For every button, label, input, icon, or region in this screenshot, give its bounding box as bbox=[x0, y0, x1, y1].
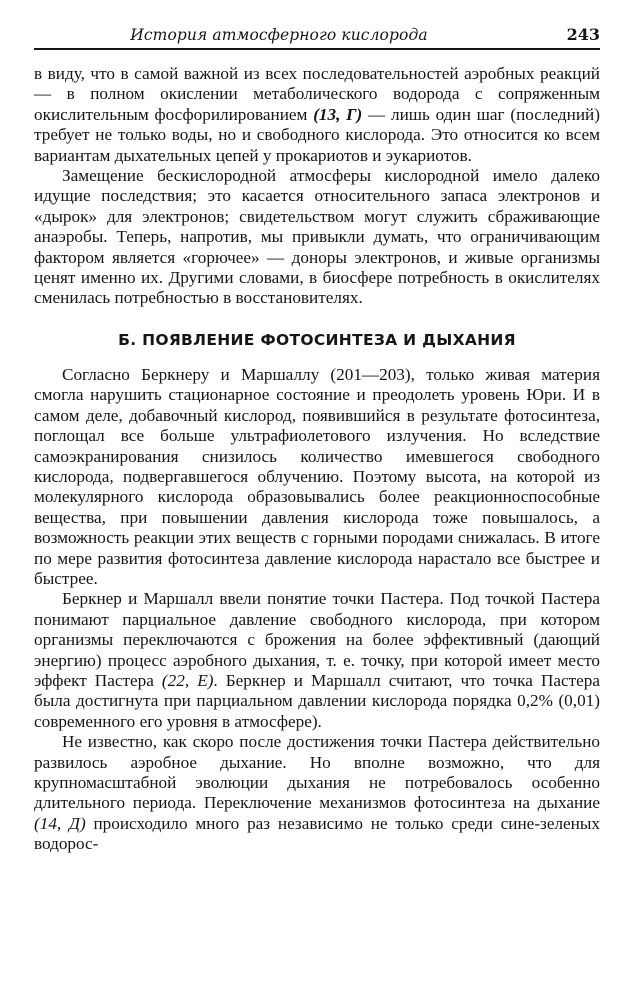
running-header bbox=[34, 24, 600, 50]
paragraph-3: Согласно Беркнеру и Маршаллу (201—203), только живая материя смогла нарушить стационарное состояние и преодолеть уровень Юри. И в самом деле, добавочный кислород, появившийся в результате фотосинтеза, поглощал все больше ультрафиолетового излучения. Но вследствие самоэкранирования снизилось количество имевшегося свободного кислорода, подвергавшегося облучению. Поэтому высота, на которой из молекулярного кислорода образовывались более реакционноспособные вещества, при повышении давления кислорода тоже повышалось, а возможность реакции этих веществ с горными породами снижалась. В итоге по мере развития фотосинтеза давление кислорода нарастало все быстрее и быстрее. bbox=[34, 364, 600, 588]
paragraph-5 bbox=[34, 732, 600, 854]
paragraph-1-text-a: в виду, что в самой важной из всех последовательностей аэробных реакций — в полном окислении метаболического водорода с сопряженным окислительным фосфорилированием bbox=[34, 64, 600, 124]
paragraph-4-text-a: Беркнер и Маршалл ввели понятие точки Пастера. Под точкой Пастера понимают парциальное давление свободного кислорода, при котором организмы переключаются с брожения на более эффективный (дающий энергию) процесс аэробного дыхания, т. е. точку, при которой имеет место эффект Пастера bbox=[34, 589, 600, 690]
paragraph-2: Замещение бескислородной атмосферы кислородной имело далеко идущие последствия; это касается относительного запаса электронов и «дырок» для электронов; свидетельством могут служить сбраживающие анаэробы. Теперь, напротив, мы привыкли думать, что ограничивающим фактором является «горючее» — доноры электронов, и живые организмы ценят именно их. Другими словами, в биосфере потребность в окислителях сменилась потребностью в восстановителях. bbox=[34, 166, 600, 308]
page-number: 243 bbox=[566, 25, 600, 44]
running-title: История атмосферного кислорода bbox=[130, 26, 428, 44]
figure-reference: (13, Г) bbox=[313, 104, 363, 124]
body-text bbox=[34, 64, 600, 855]
paragraph-5-text-a: Не известно, как скоро после достижения точки Пастера действительно развилось аэробное дыхание. Но вполне возможно, что для крупномасштабной эволюции дыхания не потребовалось особенно длительного периода. Переключение механизмов фотосинтеза на дыхание bbox=[34, 732, 600, 813]
paragraph-1-text-b: — лишь один шаг (последний) требует не только воды, но и свободного кислорода. Это относится ко всем вариантам дыхательных цепей у прокариотов и эукариотов. bbox=[34, 104, 600, 165]
paragraph-5-text-b: происходило много раз независимо не только среди сине-зеленых водорос- bbox=[34, 813, 600, 854]
paragraph-4-text-b: . Беркнер и Маршалл считают, что точка Пастера была достигнута при парциальном давлении кислорода порядка 0,2% (0,01) современного его уровня в атмосфере). bbox=[34, 670, 600, 731]
paragraph-1 bbox=[34, 64, 600, 166]
figure-reference: (14, Д) bbox=[34, 813, 86, 833]
figure-reference: (22, Е) bbox=[161, 670, 214, 690]
paragraph-4 bbox=[34, 589, 600, 732]
section-heading: Б. ПОЯВЛЕНИЕ ФОТОСИНТЕЗА И ДЫХАНИЯ bbox=[118, 330, 516, 349]
